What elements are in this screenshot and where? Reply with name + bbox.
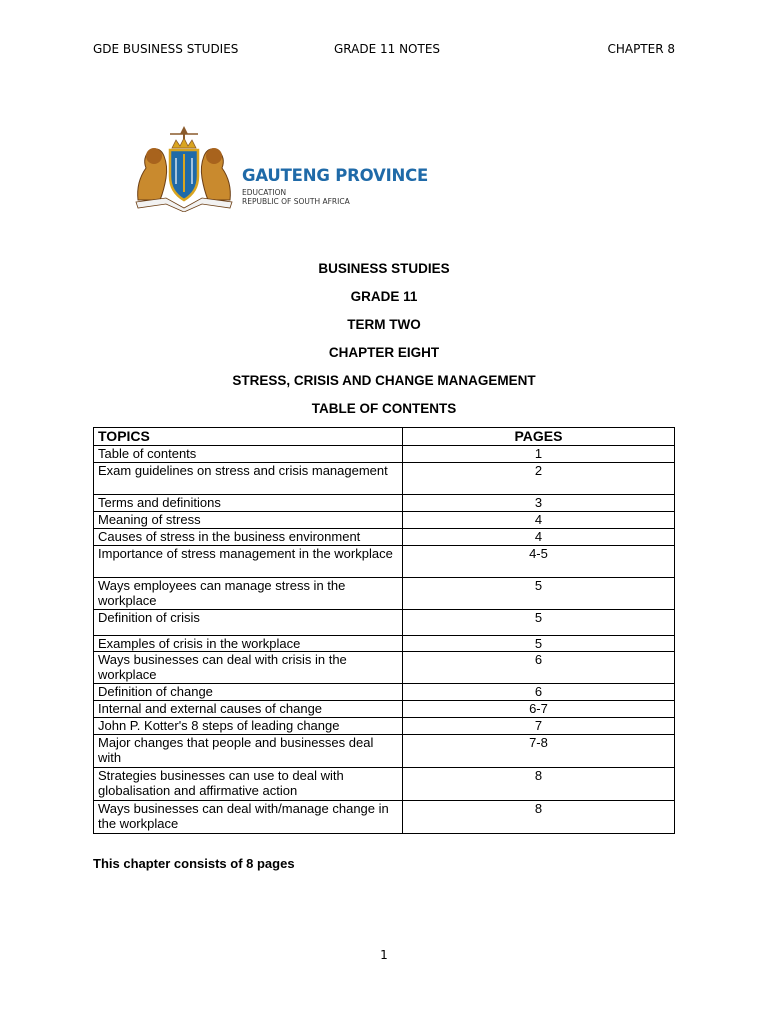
table-row <box>94 652 675 684</box>
topic-cell: Exam guidelines on stress and crisis management <box>94 463 403 495</box>
table-row <box>94 578 675 610</box>
topic-cell: Examples of crisis in the workplace <box>94 636 403 652</box>
pages-cell: 7-8 <box>402 735 674 768</box>
topic-cell: Major changes that people and businesses deal with <box>94 735 403 768</box>
topic-cell: Terms and definitions <box>94 495 403 512</box>
topic-cell: Meaning of stress <box>94 512 403 529</box>
pages-cell: 1 <box>402 446 674 463</box>
header-center: GRADE 11 NOTES <box>334 42 441 56</box>
contents-table <box>93 427 675 834</box>
pages-cell: 4 <box>402 512 674 529</box>
title-grade: GRADE 11 <box>350 289 418 304</box>
coat-of-arms-icon <box>130 126 238 212</box>
document-titles <box>0 260 768 428</box>
topic-cell: Strategies businesses can use to deal with globalisation and affirmative action <box>94 768 403 801</box>
pages-cell: 8 <box>402 768 674 801</box>
logo-country: REPUBLIC OF SOUTH AFRICA <box>242 197 350 206</box>
table-row <box>94 718 675 735</box>
title-toc: TABLE OF CONTENTS <box>311 401 457 416</box>
topic-cell: Ways employees can manage stress in the workplace <box>94 578 403 610</box>
table-row <box>94 768 675 801</box>
pages-cell: 8 <box>402 801 674 834</box>
column-header-pages: PAGES <box>402 428 674 446</box>
pages-cell: 6 <box>402 684 674 701</box>
table-row <box>94 529 675 546</box>
table-row <box>94 684 675 701</box>
topic-cell: Causes of stress in the business environment <box>94 529 403 546</box>
logo-title: GAUTENG PROVINCE <box>242 166 429 185</box>
table-row <box>94 463 675 495</box>
pages-cell: 5 <box>402 578 674 610</box>
topic-cell: Table of contents <box>94 446 403 463</box>
table-row <box>94 735 675 768</box>
topic-cell: Definition of change <box>94 684 403 701</box>
table-header-row <box>94 428 675 446</box>
pages-cell: 5 <box>402 610 674 636</box>
gauteng-logo <box>130 126 429 212</box>
topic-cell: Ways businesses can deal with crisis in the workplace <box>94 652 403 684</box>
pages-cell: 4 <box>402 529 674 546</box>
title-term: TERM TWO <box>347 317 421 332</box>
header-right: CHAPTER 8 <box>607 42 675 56</box>
table-row <box>94 546 675 578</box>
table-row <box>94 636 675 652</box>
table-row <box>94 610 675 636</box>
pages-cell: 5 <box>402 636 674 652</box>
pages-cell: 6 <box>402 652 674 684</box>
title-subject: BUSINESS STUDIES <box>318 261 450 276</box>
pages-cell: 3 <box>402 495 674 512</box>
table-row <box>94 446 675 463</box>
topic-cell: Definition of crisis <box>94 610 403 636</box>
pages-cell: 6-7 <box>402 701 674 718</box>
header-left: GDE BUSINESS STUDIES <box>93 42 239 56</box>
topic-cell: Ways businesses can deal with/manage change in the workplace <box>94 801 403 834</box>
topic-cell: Importance of stress management in the workplace <box>94 546 403 578</box>
title-topic: STRESS, CRISIS AND CHANGE MANAGEMENT <box>232 373 536 388</box>
table-row <box>94 495 675 512</box>
page-number: 1 <box>380 948 388 962</box>
table-row <box>94 801 675 834</box>
page-header <box>0 42 768 60</box>
pages-cell: 2 <box>402 463 674 495</box>
pages-cell: 7 <box>402 718 674 735</box>
topic-cell: John P. Kotter's 8 steps of leading change <box>94 718 403 735</box>
title-chapter: CHAPTER EIGHT <box>328 345 440 360</box>
table-body <box>94 446 675 834</box>
chapter-summary: This chapter consists of 8 pages <box>93 856 295 871</box>
column-header-topics: TOPICS <box>94 428 403 446</box>
table-row <box>94 512 675 529</box>
logo-education: EDUCATION <box>242 188 287 197</box>
table-row <box>94 701 675 718</box>
pages-cell: 4-5 <box>402 546 674 578</box>
topic-cell: Internal and external causes of change <box>94 701 403 718</box>
